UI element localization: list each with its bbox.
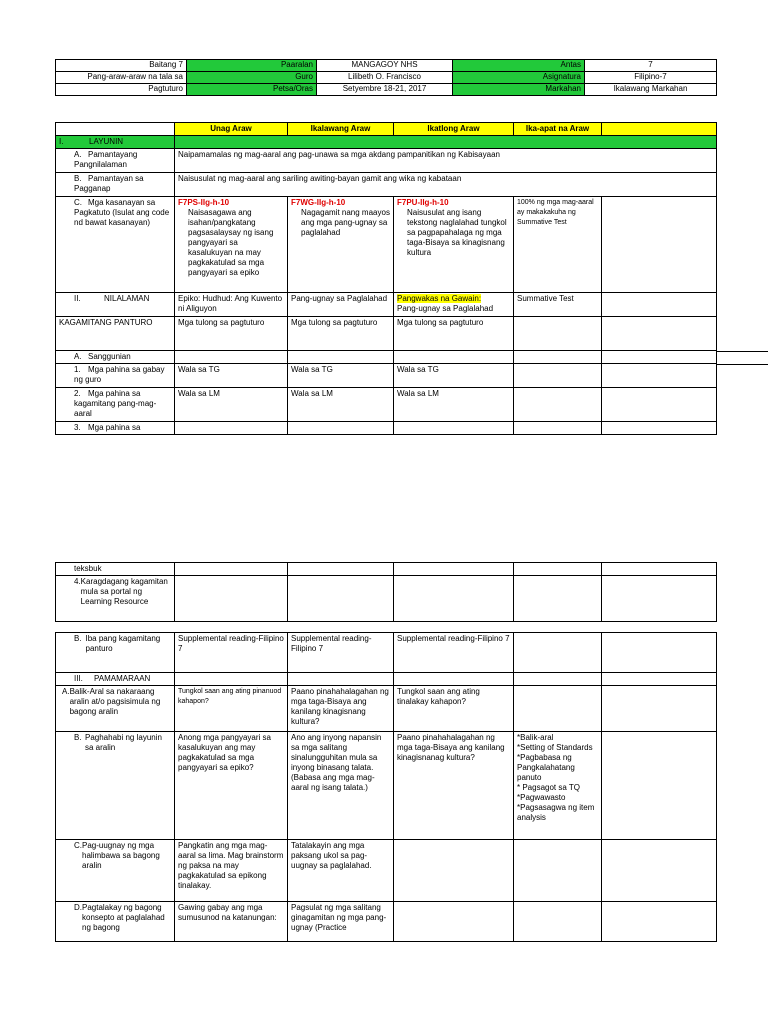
balik-aral-label: A. Balik-Aral sa nakaraang aralin at/o pagsisimula ng bagong aralin — [56, 686, 175, 732]
iba-pang-kagamitan-day3: Supplemental reading-Filipino 7 — [394, 633, 514, 673]
kagamitang-magaaral-day2: Wala sa LM — [288, 388, 394, 422]
kagamitan-day3: Mga tulong sa pagtuturo — [394, 317, 514, 351]
page-edge-line — [716, 351, 768, 352]
nilalaman-day2: Pang-ugnay sa Paglalahad — [288, 293, 394, 317]
nilalaman-day3: Pangwakas na Gawain: Pang-ugnay sa Paglalahad — [394, 293, 514, 317]
day-5-header — [602, 123, 717, 136]
guro-value: Lilibeth O. Francisco — [317, 72, 453, 84]
kagamitang-magaaral-day1: Wala sa LM — [175, 388, 288, 422]
guro-label: Guro — [187, 72, 317, 84]
gabay-guro-day1: Wala sa TG — [175, 364, 288, 388]
pagtalakay-day2: Pagsulat ng mga salitang ginagamitan ng mga pang-ugnay (Practice — [288, 902, 394, 942]
paaralan-value: MANGAGOY NHS — [317, 60, 453, 72]
balik-aral-day2: Paano pinahahalagahan ng mga taga-Bisaya ang kanilang kinagisnang kultura? — [288, 686, 394, 732]
layunin-green-bar — [175, 136, 717, 149]
pamantayang-pangnilalaman-label: A. Pamantayang Pangnilalaman — [56, 149, 175, 173]
kasanayan-label: C. Mga kasanayan sa Pagkatuto (Isulat ang code nd bawat kasanayan) — [56, 197, 175, 293]
pamantayan-pagganap-text: Naisusulat ng mag-aaral ang sariling awiting-bayan gamit ang wika ng kabataan — [175, 173, 717, 197]
nilalaman-day1: Epiko: Hudhud: Ang Kuwento ni Aliguyon — [175, 293, 288, 317]
gabay-guro-label: 1. Mga pahina sa gabay ng guro — [56, 364, 175, 388]
paghahabi-day1: Anong mga pangyayari sa kasalukuyan ang may pagkakatulad sa mga pangyayari sa epiko? — [175, 732, 288, 840]
summative-step: *Pagbabasa ng Pangkalahatang panuto — [517, 753, 575, 782]
markahan-value: Ikalawang Markahan — [585, 84, 717, 96]
day-4-header: Ika-apat na Araw — [514, 123, 602, 136]
header-table — [55, 59, 717, 96]
markahan-label: Markahan — [453, 84, 585, 96]
summative-step: *Setting of Standards — [517, 743, 593, 752]
petsa-value: Setyembre 18-21, 2017 — [317, 84, 453, 96]
teksbuk-label: teksbuk — [56, 563, 175, 576]
pamantayan-pagganap-label: B. Pamantayan sa Pagganap — [56, 173, 175, 197]
pag-uugnay-day1: Pangkatin ang mga mag-aaral sa lima. Mag brainstorm ng paksa na may pagkakatulad sa epikong tinalakay. — [175, 840, 288, 902]
pamantayang-pangnilalaman-text: Naipamamalas ng mag-aaral ang pag-unawa sa mga akdang pampanitikan ng Kabisayaan — [175, 149, 717, 173]
baitang-label: Baitang 7 — [56, 60, 187, 72]
balik-aral-day1: Tungkol saan ang ating pinanuod kahapon? — [175, 686, 288, 732]
paghahabi-day4 — [514, 732, 602, 840]
kagamitang-magaaral-label: 2. Mga pahina sa kagamitang pang-mag-aaral — [56, 388, 175, 422]
sanggunian-label: A. Sanggunian — [56, 351, 175, 364]
kasanayan-day4: 100% ng mga mag-aaral ay makakakuha ng Summative Test — [514, 197, 602, 293]
pamamaraan-heading: III. PAMAMARAAN — [56, 673, 175, 686]
asignatura-value: Filipino-7 — [585, 72, 717, 84]
paghahabi-label: B. Paghahabi ng layunin sa aralin — [56, 732, 175, 840]
lesson-table-page1 — [55, 122, 717, 435]
nilalaman-day5 — [602, 293, 717, 317]
gabay-guro-day2: Wala sa TG — [288, 364, 394, 388]
kagamitan-label: KAGAMITANG PANTURO — [56, 317, 175, 351]
petsa-label: Petsa/Oras — [187, 84, 317, 96]
code-day3: F7PU-IIg-h-10 — [397, 198, 449, 207]
pagturo-label: Pagtuturo — [56, 84, 187, 96]
iba-pang-kagamitan-day2: Supplemental reading-Filipino 7 — [288, 633, 394, 673]
kasanayan-day5 — [602, 197, 717, 293]
day-3-header: Ikatlong Araw — [394, 123, 514, 136]
lesson-table-page2b — [55, 632, 717, 942]
kagamitang-magaaral-day3: Wala sa LM — [394, 388, 514, 422]
kagamitan-day2: Mga tulong sa pagtuturo — [288, 317, 394, 351]
summative-step: *Pagwawasto — [517, 793, 566, 802]
daily-label: Pang-araw-araw na tala sa — [56, 72, 187, 84]
corner-cell — [56, 123, 175, 136]
day-2-header: Ikalawang Araw — [288, 123, 394, 136]
lesson-table-page2 — [55, 562, 717, 622]
antas-label: Antas — [453, 60, 585, 72]
asignatura-label: Asignatura — [453, 72, 585, 84]
teksbuk-label-top: 3. Mga pahina sa — [56, 422, 175, 435]
code-day1: F7PS-IIg-h-10 — [178, 198, 230, 207]
layunin-heading: I. LAYUNIN — [56, 136, 175, 149]
nilalaman-label: II. NILALAMAN — [56, 293, 175, 317]
paaralan-label: Paaralan — [187, 60, 317, 72]
kagamitan-day1: Mga tulong sa pagtuturo — [175, 317, 288, 351]
page-edge-line — [716, 364, 768, 365]
kasanayan-day1: F7PS-IIg-h-10 Naisasagawa ang isahan/pangkatang pagsasalaysay ng isang pangyayari sa kasalukuyan na may pagkakatulad sa mga pangyayari sa epiko — [175, 197, 288, 293]
kasanayan-day2: F7WG-IIg-h-10 Nagagamit nang maayos ang mga pang-ugnay sa paglalahad — [288, 197, 394, 293]
karagdagang-kagamitan-label: 4. Karagdagang kagamitan mula sa portal ng Learning Resource — [56, 576, 175, 622]
nilalaman-day4: Summative Test — [514, 293, 602, 317]
pagtalakay-day1: Gawing gabay ang mga sumusunod na katanungan: — [175, 902, 288, 942]
balik-aral-day3: Tungkol saan ang ating tinalakay kahapon? — [394, 686, 514, 732]
antas-value: 7 — [585, 60, 717, 72]
pagtalakay-label: D. Pagtalakay ng bagong konsepto at paglalahad ng bagong — [56, 902, 175, 942]
pag-uugnay-label: C. Pag-uugnay ng mga halimbawa sa bagong aralin — [56, 840, 175, 902]
kasanayan-day3: F7PU-IIg-h-10 Naisusulat ang isang tekstong naglalahad tungkol sa pagpapahalaga ng mga taga-Bisaya sa kinagisnang kultura — [394, 197, 514, 293]
code-day2: F7WG-IIg-h-10 — [291, 198, 346, 207]
summative-step: * Pagsagot sa TQ — [517, 783, 580, 792]
iba-pang-kagamitan-day1: Supplemental reading-Filipino 7 — [175, 633, 288, 673]
summative-step: *Balik-aral — [517, 733, 554, 742]
iba-pang-kagamitan-label: B. Iba pang kagamitang panturo — [56, 633, 175, 673]
pag-uugnay-day2: Tatalakayin ang mga paksang ukol sa pag-uugnay sa paglalahad. — [288, 840, 394, 902]
summative-step: *Pagsasagwa ng item analysis — [517, 803, 595, 822]
paghahabi-day3: Paano pinahahalagahan ng mga taga-Bisaya ang kanilang kinagisnanag kultura? — [394, 732, 514, 840]
day-1-header: Unag Araw — [175, 123, 288, 136]
gabay-guro-day3: Wala sa TG — [394, 364, 514, 388]
paghahabi-day2: Ano ang inyong napansin sa mga salitang sinalungguhitan mula sa inyong binasang talata. (Babasa ang mga mag-aaral ng isang talata.) — [288, 732, 394, 840]
